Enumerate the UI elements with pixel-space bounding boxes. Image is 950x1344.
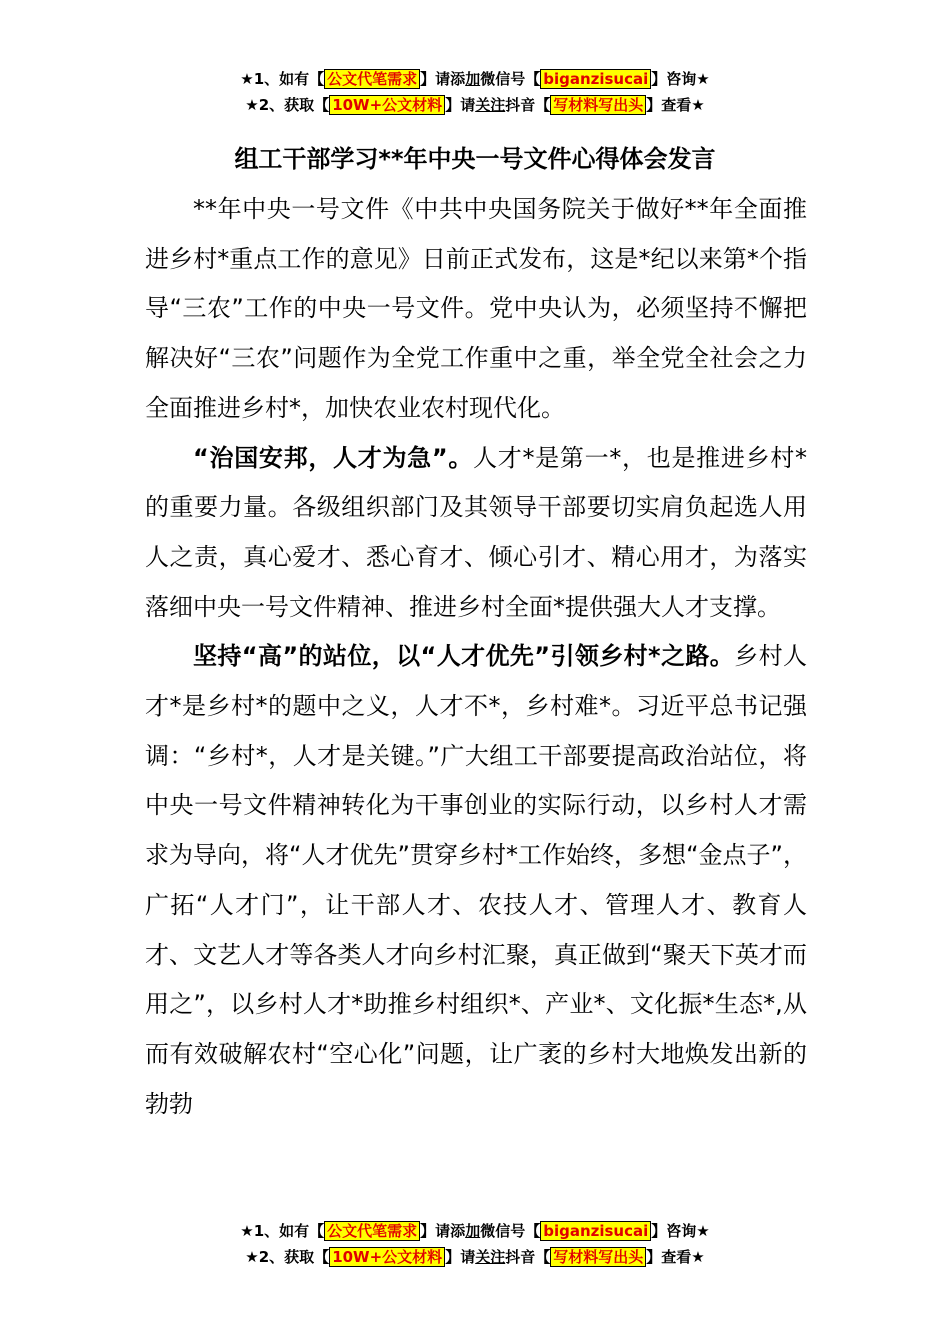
banner-text: 】请添: [420, 1222, 466, 1240]
banner-text: ★1、如有【: [240, 70, 325, 88]
header-banner: [0, 66, 950, 118]
paragraph-1: **年中央一号文件《中共中央国务院关于做好**年全面推进乡村*重点工作的意见》日前正式发布，这是*纪以来第*个指导“三农”工作的中央一号文件。党中央认为，必须坚持不懈把解决好“三农”问题作为全党工作重中之重，举全党全社会之力全面推进乡村*，加快农业农村现代化。: [145, 195, 807, 422]
banner-underlined: 加: [465, 70, 481, 88]
highlight-douyin-id: 写材料写出头: [550, 1247, 646, 1267]
banner-text: 】查看★: [646, 96, 705, 114]
paragraph-2: [145, 434, 807, 633]
banner-text: 】请: [445, 1248, 476, 1266]
document-title: 组工干部学习**年中央一号文件心得体会发言: [234, 145, 716, 173]
banner-text: 】咨询★: [651, 70, 710, 88]
highlight-douyin-id: 写材料写出头: [550, 95, 646, 115]
banner-text: 】请添: [420, 70, 466, 88]
banner-line-1: [0, 66, 950, 92]
paragraph-2-text: 人才*是第一*，也是推进乡村*的重要力量。各级组织部门及其领导干部要切实肩负起选人用人之责，真心爱才、悉心育才、倾心引才、精心用才，为落实落细中央一号文件精神、推进乡村全面*提供强大人才支撑。: [145, 443, 808, 621]
paragraph-2-heading: “治国安邦，人才为急”。: [193, 443, 474, 472]
paragraph-3: [145, 632, 807, 1129]
highlight-service: 公文代笔需求: [324, 1221, 420, 1241]
banner-text: 微信号【: [480, 70, 541, 88]
highlight-materials: 10W+公文材料: [329, 95, 445, 115]
banner-text: ★2、获取【: [245, 96, 330, 114]
banner-line-1: [0, 1218, 950, 1244]
highlight-wechat-id: biganzisucai: [540, 69, 651, 89]
banner-text: ★2、获取【: [245, 1248, 330, 1266]
banner-text: 】请: [445, 96, 476, 114]
highlight-materials: 10W+公文材料: [329, 1247, 445, 1267]
banner-text: 】查看★: [646, 1248, 705, 1266]
banner-text: 抖音【: [505, 1248, 551, 1266]
footer-banner: [0, 1218, 950, 1270]
highlight-service: 公文代笔需求: [324, 69, 420, 89]
banner-underlined: 关注: [475, 1248, 506, 1266]
banner-text: ★1、如有【: [240, 1222, 325, 1240]
highlight-wechat-id: biganzisucai: [540, 1221, 651, 1241]
banner-text: 微信号【: [480, 1222, 541, 1240]
banner-line-2: [0, 92, 950, 118]
document-body: [145, 185, 807, 1129]
paragraph-3-text: 乡村人才*是乡村*的题中之义，人才不*，乡村难*。习近平总书记强调：“乡村*，人才是关键。”广大组工干部要提高政治站位，将中央一号文件精神转化为干事创业的实际行动，以乡村人才需求为导向，将“人才优先”贯穿乡村*工作始终，多想“金点子”，广拓“人才门”，让干部人才、农技人才、管理人才、教育人才、文艺人才等各类人才向乡村汇聚，真正做到“聚天下英才而用之”，以乡村人才*助推乡村组织*、产业*、文化振*生态*,从而有效破解农村“空心化”问题，让广袤的乡村大地焕发出新的勃勃: [145, 642, 807, 1118]
paragraph-3-heading: 坚持“高”的站位，以“人才优先”引领乡村*之路。: [193, 642, 735, 671]
banner-text: 抖音【: [505, 96, 551, 114]
banner-text: 】咨询★: [651, 1222, 710, 1240]
banner-line-2: [0, 1244, 950, 1270]
banner-underlined: 关注: [475, 96, 506, 114]
banner-underlined: 加: [465, 1222, 481, 1240]
